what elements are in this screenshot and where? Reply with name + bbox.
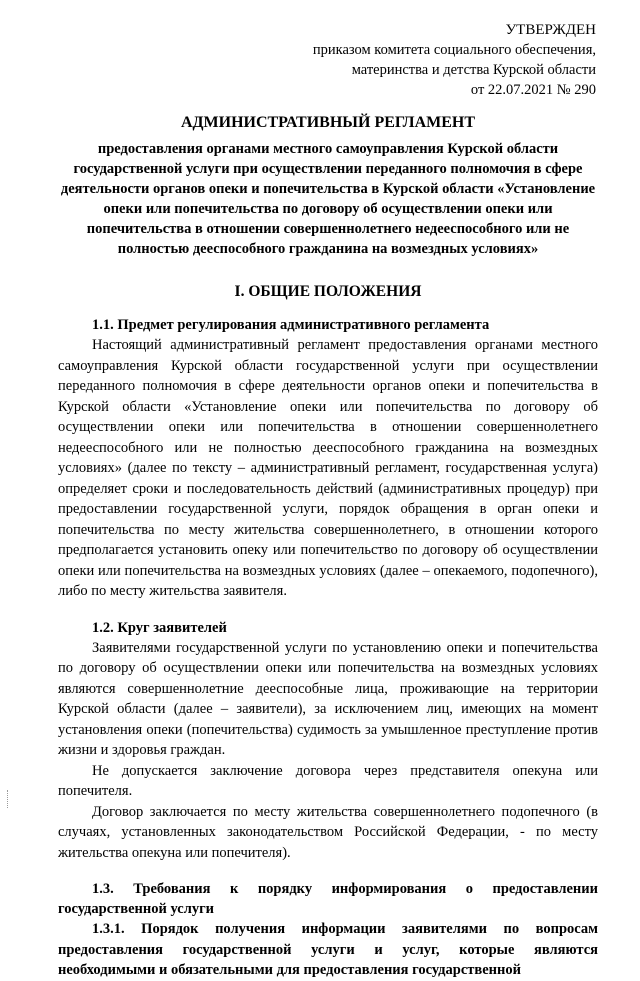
approval-line-1: приказом комитета социального обеспечения, bbox=[312, 42, 596, 58]
document-body bbox=[58, 112, 598, 981]
paragraph-1-2-contract: Договор заключается по месту жительства совершеннолетнего подопечного (в случаях, установленных законодательством Российской Федерации, - по месту жительства опекуна или попечителя). bbox=[58, 803, 598, 861]
paragraph-1-2-representative: Не допускается заключение договора через представителя опекуна или попечителя. bbox=[58, 762, 598, 799]
section-heading-general: I. ОБЩИЕ ПОЛОЖЕНИЯ bbox=[234, 283, 422, 300]
approval-head: УТВЕРЖДЕН bbox=[505, 22, 596, 38]
paragraph-1-2-applicants: Заявителями государственной услуги по установлению опеки и попечительства по договору об осуществлении опеки или попечительства на возмездных условиях являются совершеннолетние дееспособные лица, проживающие на территории Курской области (далее – заявители), за исключением лиц, имеющих на момент установления опеки (попечительства) судимость за умышленное преступление против жизни и здоровья граждан. bbox=[58, 639, 598, 758]
spacer bbox=[58, 602, 598, 618]
spacer bbox=[58, 863, 598, 879]
approval-line-3: от 22.07.2021 № 290 bbox=[470, 82, 596, 98]
subsection-heading-1-1: 1.1. Предмет регулирования административного регламента bbox=[92, 317, 490, 333]
scan-edge-mark bbox=[7, 790, 9, 808]
approval-stamp bbox=[313, 20, 596, 100]
document-subtitle: предоставления органами местного самоуправления Курской области государственной услуги при осуществлении переданного полномочия в сфере деятельности органов опеки и попечительства в Курской области «Установление опеки или попечительства по договору об осуществлении опеки или попечительства в отношении совершеннолетнего недееспособного или не полностью дееспособного гражданина на возмездных условиях» bbox=[60, 141, 596, 257]
document-title: АДМИНИСТРАТИВНЫЙ РЕГЛАМЕНТ bbox=[180, 114, 476, 131]
subsection-heading-1-2: 1.2. Круг заявителей bbox=[92, 619, 227, 636]
paragraph-1-1: Настоящий административный регламент предоставления органами местного самоуправления Курской области государственной услуги при осуществлении переданного полномочия в сфере деятельности органов опеки и попечительства в Курской области «Установление опеки или попечительства по договору об осуществлении опеки или попечительства в отношении совершеннолетнего недееспособного или не полностью дееспособного гражданина на возмездных условиях» (далее по тексту – административный регламент, государственная услуга) определяет сроки и последовательность действий (административных процедур) при предоставлении государственной услуги, порядок обращения в орган опеки и попечительства по месту жительства совершеннолетнего, в отношении которого предполагается установить опеку или попечительство по договору об осуществлении опеки или попечительства на возмездных условиях (далее – опекаемого, подопечного), либо по месту жительства заявителя. bbox=[58, 337, 598, 599]
subsection-heading-1-3: 1.3. Требования к порядку информирования о предоставлении государственной услуги bbox=[58, 881, 598, 917]
paragraph-1-3-1: 1.3.1. Порядок получения информации заявителями по вопросам предоставления государственной услуги и услуг, которые являются необходимыми и обязательными для предоставления государственной bbox=[58, 921, 598, 978]
approval-line-2: материнства и детства Курской области bbox=[351, 62, 596, 78]
